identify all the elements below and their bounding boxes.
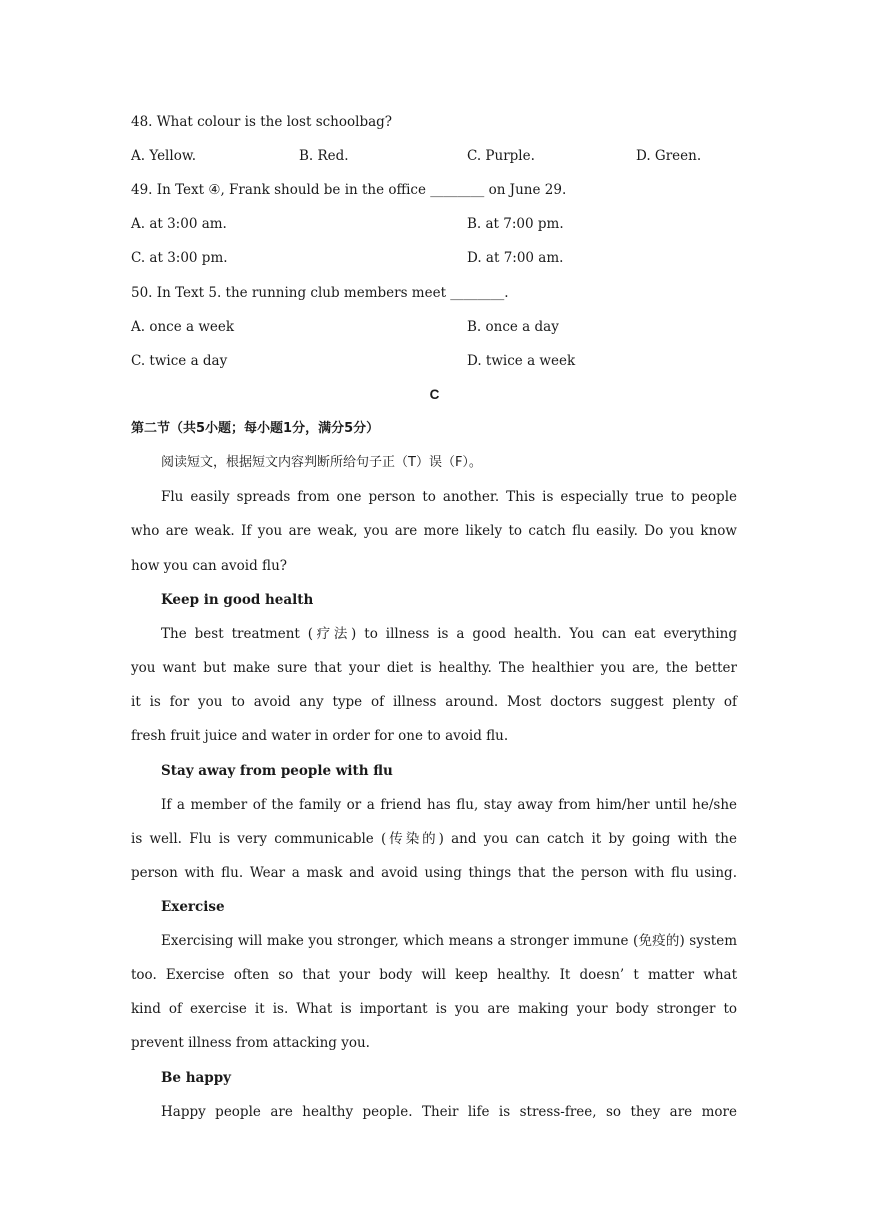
health-line-4: fresh fruit juice and water in order for one to avoid flu.	[131, 728, 509, 744]
question-50-option-d: D. twice a week	[467, 353, 576, 369]
question-49-option-a: A. at 3:00 am.	[131, 216, 227, 232]
question-49-option-d: D. at 7:00 am.	[467, 250, 564, 266]
exercise-line-3: kind of exercise it is. What is important is you are making your body stronger to	[131, 1001, 737, 1017]
exercise-line-1: Exercising will make you stronger, which means a stronger immune (免疫的) system	[161, 933, 737, 949]
heading-exercise: Exercise	[161, 899, 225, 915]
question-50-stem: 50. In Text 5. the running club members meet ________.	[131, 285, 509, 301]
question-50-option-a: A. once a week	[131, 319, 235, 335]
instruction-text: 阅读短文，根据短文内容判断所给句子正（T）误（F）。	[161, 455, 482, 470]
stay-away-line-3: person with flu. Wear a mask and avoid using things that the person with flu using.	[131, 865, 737, 881]
section-letter: C	[429, 387, 440, 402]
section-title: 第二节（共5小题；每小题1分，满分5分）	[131, 421, 380, 436]
question-48-stem: 48. What colour is the lost schoolbag?	[131, 114, 393, 130]
exercise-line-4: prevent illness from attacking you.	[131, 1035, 370, 1051]
health-line-1: The best treatment (疗法) to illness is a good health. You can eat everything	[161, 626, 737, 642]
heading-be-happy: Be happy	[161, 1070, 231, 1086]
question-48-option-d: D. Green.	[636, 148, 702, 164]
stay-away-line-2: is well. Flu is very communicable (传染的) and you can catch it by going with the	[131, 831, 737, 847]
question-49-option-c: C. at 3:00 pm.	[131, 250, 228, 266]
question-50-option-c: C. twice a day	[131, 353, 228, 369]
question-48-option-c: C. Purple.	[467, 148, 535, 164]
health-line-2: you want but make sure that your diet is healthy. The healthier you are, the better	[131, 660, 737, 676]
question-50-option-b: B. once a day	[467, 319, 559, 335]
question-49-stem: 49. In Text ④, Frank should be in the office ________ on June 29.	[131, 182, 567, 198]
passage-intro-line-3: how you can avoid flu?	[131, 558, 287, 574]
passage-intro-line-1: Flu easily spreads from one person to another. This is especially true to people	[161, 489, 737, 505]
health-line-3: it is for you to avoid any type of illness around. Most doctors suggest plenty of	[131, 694, 737, 710]
question-48-option-a: A. Yellow.	[131, 148, 197, 164]
question-49-option-b: B. at 7:00 pm.	[467, 216, 564, 232]
heading-stay-away: Stay away from people with flu	[161, 763, 393, 779]
heading-keep-in-good-health: Keep in good health	[161, 592, 314, 608]
be-happy-line-1: Happy people are healthy people. Their life is stress-free, so they are more	[161, 1104, 737, 1120]
passage-intro-line-2: who are weak. If you are weak, you are more likely to catch flu easily. Do you know	[131, 523, 737, 539]
question-48-option-b: B. Red.	[299, 148, 349, 164]
stay-away-line-1: If a member of the family or a friend has flu, stay away from him/her until he/she	[161, 797, 737, 813]
exercise-line-2: too. Exercise often so that your body will keep healthy. It doesn’ t matter what	[131, 967, 737, 983]
